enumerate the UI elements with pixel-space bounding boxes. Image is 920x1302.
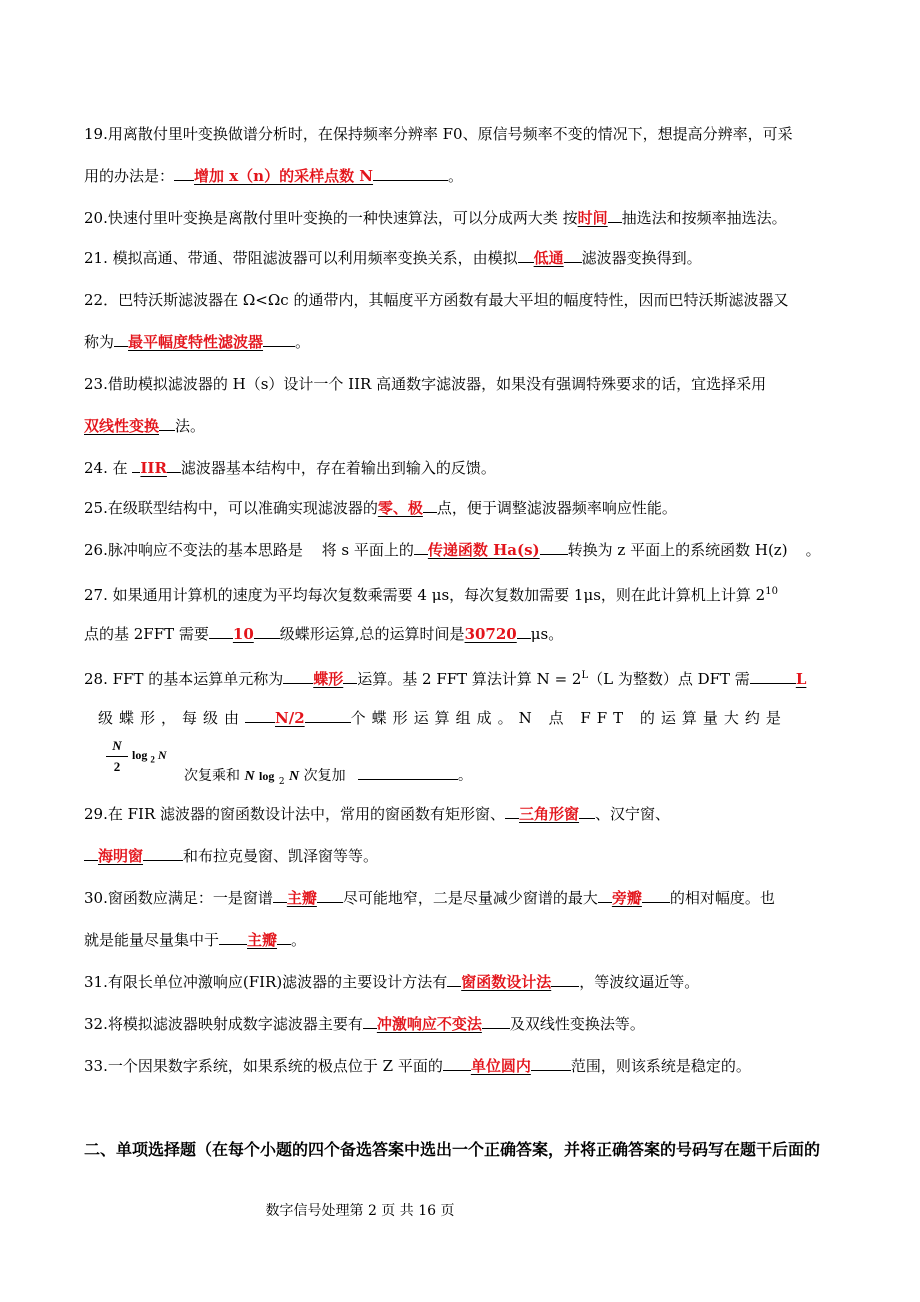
blank [159,415,175,431]
blank [219,929,247,945]
q28-answer-1: 蝶形 [313,670,344,688]
q28-text-5: 个蝶形运算组成。N 点 FFT 的运算量大约是 [350,709,787,727]
blank [143,845,183,861]
question-29-line2 [84,844,840,868]
q30-text: 30.窗函数应满足：一是窗谱 [84,889,273,907]
question-27-line2 [84,622,840,646]
blank [642,887,670,903]
q19-prompt: 用的办法是： [84,167,175,185]
blank [305,707,351,723]
blank [608,207,622,223]
q19-text: 19.用离散付里叶变换做谱分析时，在保持频率分辨率 F0、原信号频率不变的情况下，想提高分辨率，可采 [84,125,793,143]
q31-answer: 窗函数设计法 [461,973,552,991]
q30-answer-1: 主瓣 [286,889,317,907]
section-2-heading [84,1138,840,1162]
q27-text-3: 级蝶形运算,总的运算时间是 [279,625,465,643]
formula-rest [184,764,472,787]
blank [263,331,295,347]
q24-text-end: 滤波器基本结构中，存在着输出到输入的反馈。 [180,459,496,477]
q28-text-3: （L 为整数）点 DFT 需 [588,670,750,688]
blank [414,539,428,555]
q33-text: 33.一个因果数字系统，如果系统的极点位于 Z 平面的 [84,1057,443,1075]
question-22-line2 [84,330,840,354]
q26-text-end: 转换为 z 平面上的系统函数 H(z) [567,541,788,559]
blank [245,707,275,723]
blank [750,668,796,684]
blank [564,247,582,263]
q31-text-end: ，等波纹逼近等。 [579,973,700,991]
blank [277,929,291,945]
q23-text-end: 法。 [175,417,206,435]
q29-text-end: 和布拉克曼窗、凯泽窗等等。 [183,847,379,865]
blank [540,539,568,555]
q19-answer: 增加 x（n）的采样点数 N [194,167,374,185]
blank [363,1013,377,1029]
q20-text-end: 抽选法和按频率抽选法。 [621,209,787,227]
q30-text-2: 尽可能地窄，二是尽量减少窗谱的最大 [342,889,598,907]
q28-answer-2: L [795,670,807,688]
q25-text: 25.在级联型结构中，可以准确实现滤波器的 [84,499,378,517]
blank [167,457,181,473]
question-25 [84,496,840,520]
question-21 [84,246,840,270]
question-33 [84,1054,840,1078]
q29-text-2: 、汉宁窗、 [595,805,671,823]
question-31 [84,970,840,994]
blank [273,887,287,903]
question-19-line2 [84,164,840,188]
blank [505,803,519,819]
formula-text-2: 次复加 [303,768,346,784]
question-30-line2 [84,928,840,952]
q33-answer: 单位圆内 [470,1057,531,1075]
q32-text: 32.将模拟滤波器映射成数字滤波器主要有 [84,1015,363,1033]
q32-text-end: 及双线性变换法等。 [509,1015,645,1033]
blank [518,247,534,263]
blank [114,331,128,347]
question-26 [84,538,840,562]
page-footer [0,1200,720,1220]
q31-text: 31.有限长单位冲激响应(FIR)滤波器的主要设计方法有 [84,973,448,991]
blank [283,668,313,684]
blank [598,887,612,903]
q30-answer-3: 主瓣 [247,931,278,949]
log-label: log [132,748,148,762]
q27-text-end: μs。 [530,625,564,643]
blank [531,1055,571,1071]
log-term [132,748,167,764]
q21-answer: 低通 [533,249,564,267]
log-arg: N [157,748,167,762]
page-number: 数字信号处理第 2 页 共 16 页 [265,1203,455,1219]
punct: 。 [291,931,307,949]
blank [209,623,233,639]
q27-text-2: 点的基 2FFT 需要 [84,625,209,643]
q32-answer: 冲激响应不变法 [376,1015,482,1033]
section-2-title: 二、单项选择题（在每个小题的四个备选答案中选出一个正确答案，并将正确答案的号码写在题干后面的 [84,1140,821,1159]
fraction-bar [106,756,128,757]
blank [517,623,531,639]
blank [579,803,595,819]
formula-log: log [259,769,275,783]
q25-answer: 零、极 [377,499,423,517]
question-19-line1 [84,122,840,146]
blank [373,165,448,181]
blank [174,165,194,181]
q27-answer-1: 10 [232,625,254,643]
formula-log-base: 2 [278,776,285,787]
question-27-line1 [84,580,840,607]
q30-text-4: 就是能量尽量集中于 [84,931,220,949]
blank [551,971,579,987]
blank [443,1055,471,1071]
question-23-line1 [84,372,840,396]
q28-answer-3: N/2 [275,709,305,727]
blank [482,1013,510,1029]
q22-answer: 最平幅度特性滤波器 [128,333,264,351]
q28-text-2: 运算。基 2 FFT 算法计算 N = 2 [357,670,582,688]
blank [423,497,437,513]
q25-text-end: 点，便于调整滤波器频率响应性能。 [436,499,677,517]
q28-text: 28. FFT 的基本运算单元称为 [84,670,284,688]
blank [317,887,343,903]
punct: 。 [295,333,311,351]
formula-text-1: 次复乘和 [184,768,240,784]
punct: 。 [448,167,464,185]
q29-text: 29.在 FIR 滤波器的窗函数设计法中，常用的窗函数有矩形窗、 [84,805,506,823]
question-23-line2 [84,414,840,438]
q27-text: 27. 如果通用计算机的速度为平均每次复数乘需要 4 μs，每次复数加需要 1μs，则在此计算机上计算 2 [84,586,766,604]
q28-exponent: L [581,670,589,681]
q23-text: 23.借助模拟滤波器的 H（s）设计一个 IIR 高通数字滤波器，如果没有强调特殊要求的话，宜选择采用 [84,375,767,393]
punct: 。 [805,541,821,559]
question-32 [84,1012,840,1036]
q22-prompt: 称为 [84,333,115,351]
q30-text-3: 的相对幅度。也 [669,889,775,907]
q24-answer: IIR [140,459,167,477]
question-24 [84,456,840,480]
q29-answer-2: 海明窗 [98,847,144,865]
question-29-line1 [84,802,840,826]
q21-text: 21. 模拟高通、带通、带阻滤波器可以利用频率变换关系，由模拟 [84,249,518,267]
formula-n: N [244,769,255,784]
punct: 。 [458,768,473,784]
question-20 [84,206,840,230]
q24-text: 24. 在 [84,459,128,477]
q27-exponent: 10 [765,586,778,597]
blank [84,845,98,861]
q28-text-4: 级蝶形，每级由 [98,709,246,727]
q20-text: 20.快速付里叶变换是离散付里叶变换的一种快速算法，可以分成两大类 按 [84,209,578,227]
q26-text: 26.脉冲响应不变法的基本思路是 [84,541,303,559]
question-28-line1 [84,664,840,691]
formula-log-arg: N [289,769,300,784]
complexity-formula [100,738,473,790]
q29-answer-1: 三角形窗 [519,805,580,823]
blank [447,971,461,987]
q23-answer: 双线性变换 [84,417,160,435]
question-30-line1 [84,886,840,910]
q26-answer: 传递函数 Ha(s) [427,541,540,559]
q33-text-end: 范围，则该系统是稳定的。 [570,1057,751,1075]
q21-text-end: 滤波器变换得到。 [581,249,702,267]
q22-text: 22．巴特沃斯滤波器在 Ω<Ωc 的通带内，其幅度平方函数有最大平坦的幅度特性，因而巴特沃斯滤波器又 [84,291,789,309]
log-base: 2 [150,754,155,765]
q20-answer: 时间 [577,209,608,227]
blank [254,623,280,639]
blank [343,668,357,684]
denominator: 2 [113,759,121,774]
question-28-line2 [98,706,840,730]
q30-answer-2: 旁瓣 [611,889,642,907]
numerator: N [112,738,122,753]
q26-text-mid: 将 s 平面上的 [321,541,414,559]
question-22-line1 [84,288,840,312]
q27-answer-2: 30720 [464,625,517,643]
blank [358,764,458,780]
fraction-n-over-2 [106,738,128,775]
